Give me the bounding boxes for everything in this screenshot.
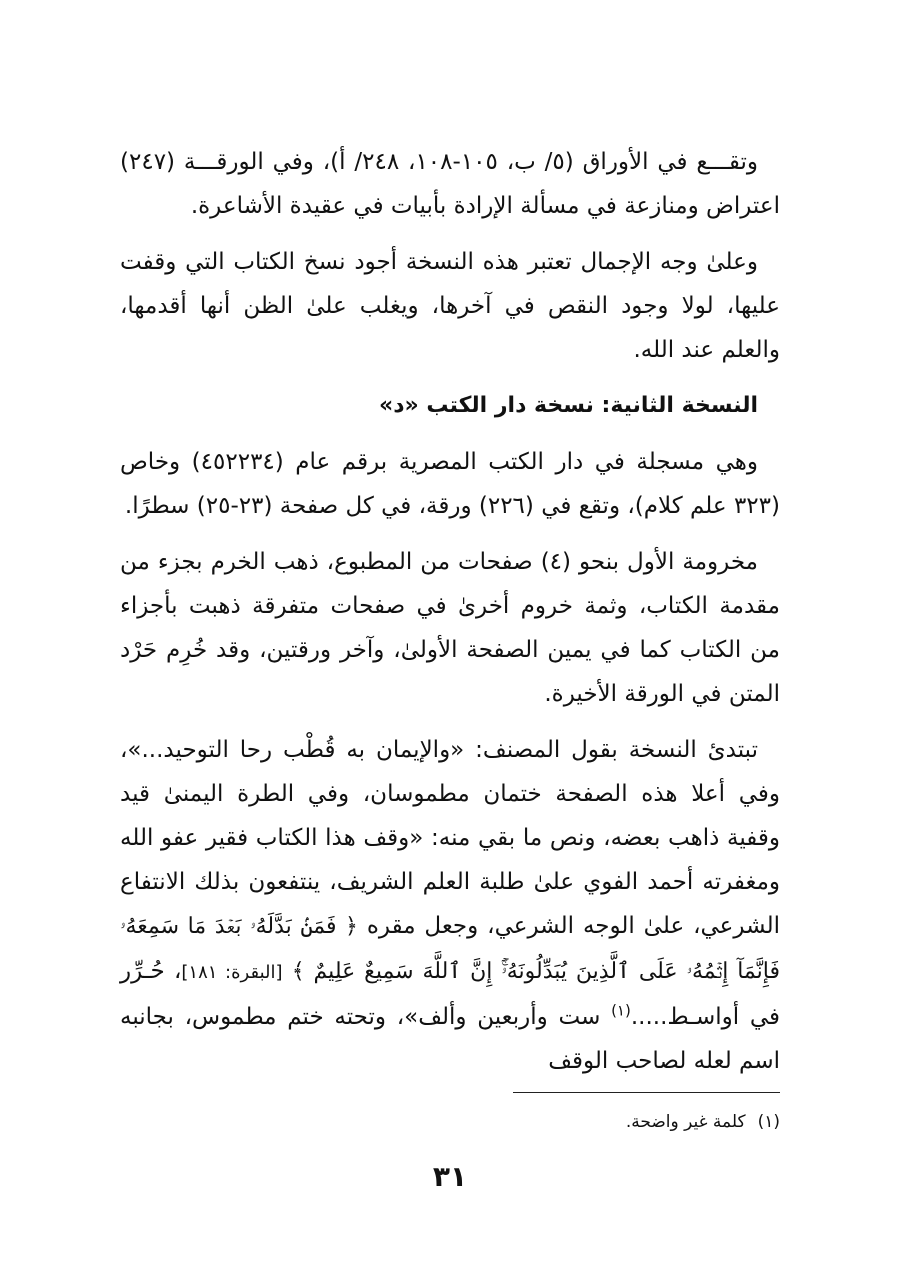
paragraph-5-text-c: ست وأربعين وألف»، وتحته ختم مطموس، بجانبه اسم لعله لصاحب الوقف: [120, 1004, 780, 1074]
paragraph-3: وهي مسجلة في دار الكتب المصرية برقم عام (٤٥٢٢٣٤) وخاص (٣٢٣ علم كلام)، وتقع في (٢٢٦) ورقة، في كل صفحة (٢٣-٢٥) سطرًا.: [120, 449, 780, 519]
section-heading: النسخة الثانية: نسخة دار الكتب «د»: [378, 393, 758, 418]
paragraph-5-text-b: ، حُـرِّر في أواسـط.....: [120, 958, 781, 1030]
footnote: [626, 1108, 780, 1136]
verse-reference: [البقرة: ١٨١]: [181, 962, 283, 983]
footnote-marker[interactable]: (١): [611, 1001, 631, 1020]
footnote-divider: [513, 1092, 780, 1093]
quran-verse: ﴿ فَمَنۢ بَدَّلَهُۥ بَعۡدَ مَا سَمِعَهُۥ فَإِنَّمَآ إِثۡمُهُۥ عَلَى ٱلَّذِينَ يُبَدِّلُونَهُۥٓۚ إِنَّ ٱللَّهَ سَمِيعٌ عَلِيمٌ ﴾: [120, 914, 780, 984]
paragraph-5: [120, 728, 780, 1083]
footnote-text: كلمة غير واضحة.: [625, 1112, 746, 1132]
paragraph-1: وتقـــع في الأوراق (٥/ ب، ١٠٥-١٠٨، ٢٤٨/ أ)، وفي الورقـــة (٢٤٧) اعتراض ومنازعة في مسألة الإرادة بأبيات في عقيدة الأشاعرة.: [120, 149, 780, 219]
footnote-number: (١): [757, 1112, 780, 1132]
page-body: [120, 140, 780, 1095]
page-number: ٣١: [432, 1160, 468, 1193]
paragraph-5-text-a: تبتدئ النسخة بقول المصنف: «والإيمان به قُطْب رحا التوحيد...»، وفي أعلا هذه الصفحة ختمان مطموسان، وفي الطرة اليمنىٰ قيد وقفية ذاهب بعضه، ونص ما بقي منه: «وقف هذا الكتاب فقير عفو الله ومغفرته أحمد الفوي علىٰ طلبة العلم الشريف، ينتفعون بذلك الانتفاع الشرعي، علىٰ الوجه الشرعي، وجعل مقره: [120, 737, 780, 939]
paragraph-2: وعلىٰ وجه الإجمال تعتبر هذه النسخة أجود نسخ الكتاب التي وقفت عليها، لولا وجود النقص في آخرها، ويغلب علىٰ الظن أنها أقدمها، والعلم عند الله.: [120, 249, 780, 363]
paragraph-4: مخرومة الأول بنحو (٤) صفحات من المطبوع، ذهب الخرم بجزء من مقدمة الكتاب، وثمة خروم أخرىٰ في صفحات متفرقة ذهبت بأجزاء من الكتاب كما في يمين الصفحة الأولىٰ، وآخر ورقتين، وقد خُرِم حَرْد المتن في الورقة الأخيرة.: [120, 549, 780, 707]
